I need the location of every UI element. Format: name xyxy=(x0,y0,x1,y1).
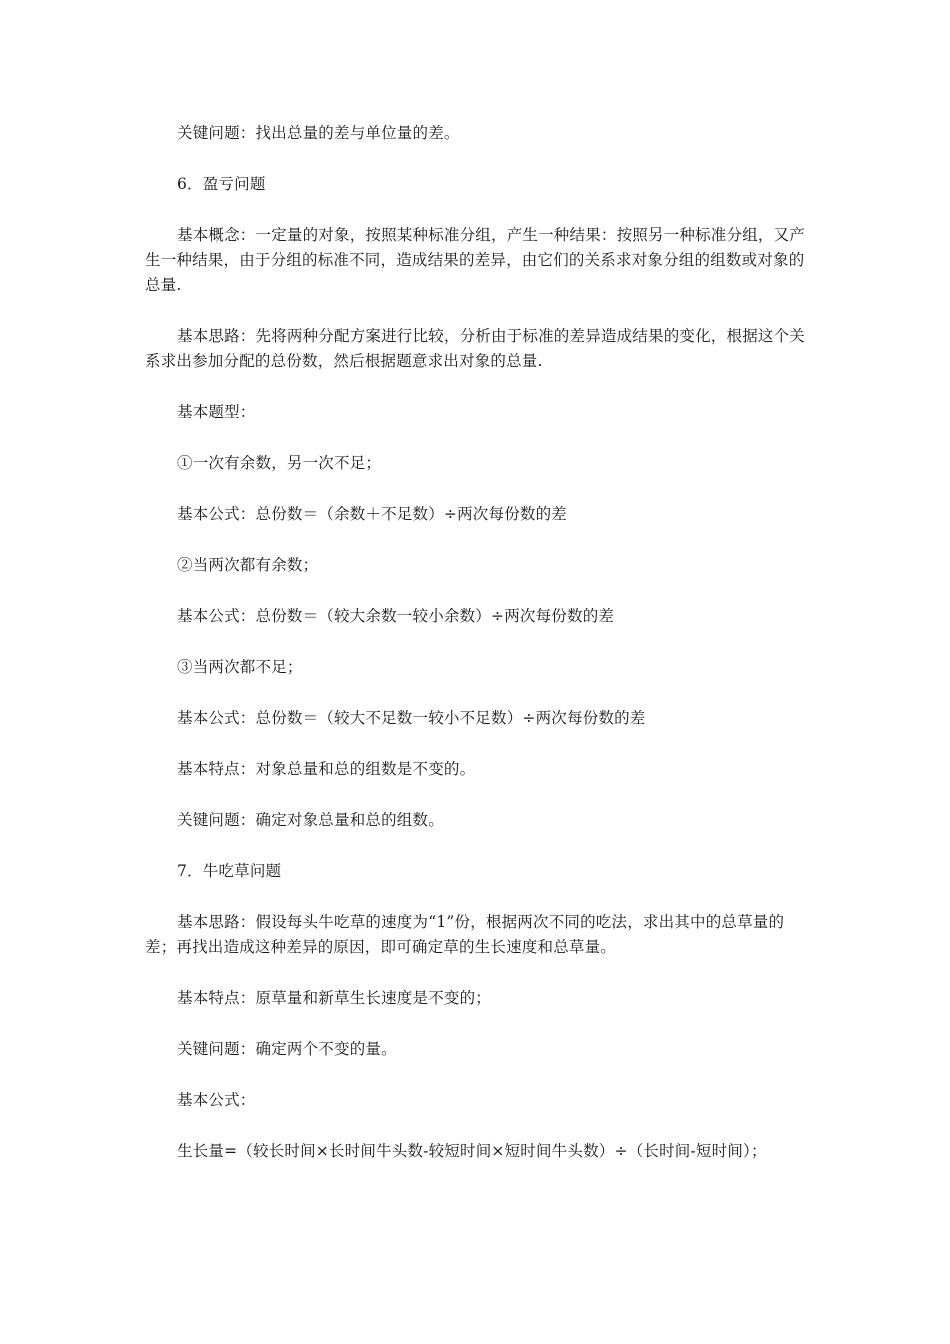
paragraph-formula-1: 基本公式：总份数＝（余数＋不足数）÷两次每份数的差 xyxy=(177,505,567,523)
paragraph-growth-formula: 生长量=（较长时间×长时间牛头数-较短时间×短时间牛头数）÷（长时间-短时间）； xyxy=(177,1142,767,1160)
paragraph-cow-formula-heading: 基本公式： xyxy=(177,1091,256,1109)
paragraph-type-2: ②当两次都有余数； xyxy=(177,556,319,574)
document-body xyxy=(145,121,809,1164)
paragraph-key-question-1: 关键问题：找出总量的差与单位量的差。 xyxy=(177,124,460,142)
paragraph-basic-approach: 基本思路：先将两种分配方案进行比较，分析由于标准的差异造成结果的变化，根据这个关系求出参加分配的总份数，然后根据题意求出对象的总量. xyxy=(145,327,806,370)
paragraph-key-question-2: 关键问题：确定对象总量和总的组数。 xyxy=(177,811,444,829)
section-heading-7: 7．牛吃草问题 xyxy=(177,862,282,880)
section-heading-6: 6．盈亏问题 xyxy=(177,175,266,193)
paragraph-cow-approach: 基本思路：假设每头牛吃草的速度为“1”份，根据两次不同的吃法，求出其中的总草量的差；再找出造成这种差异的原因，即可确定草的生长速度和总草量。 xyxy=(145,913,785,956)
paragraph-basic-feature: 基本特点：对象总量和总的组数是不变的。 xyxy=(177,760,476,778)
paragraph-cow-key-question: 关键问题：确定两个不变的量。 xyxy=(177,1040,397,1058)
paragraph-cow-feature: 基本特点：原草量和新草生长速度是不变的； xyxy=(177,989,492,1007)
paragraph-basic-types: 基本题型： xyxy=(177,403,256,421)
paragraph-basic-concept: 基本概念：一定量的对象，按照某种标准分组，产生一种结果：按照另一种标准分组，又产生一种结果，由于分组的标准不同，造成结果的差异，由它们的关系求对象分组的组数或对象的总量. xyxy=(145,226,806,294)
paragraph-formula-3: 基本公式：总份数＝（较大不足数一较小不足数）÷两次每份数的差 xyxy=(177,709,646,727)
paragraph-type-3: ③当两次都不足； xyxy=(177,658,303,676)
paragraph-type-1: ①一次有余数，另一次不足； xyxy=(177,454,382,472)
paragraph-formula-2: 基本公式：总份数＝（较大余数一较小余数）÷两次每份数的差 xyxy=(177,607,615,625)
